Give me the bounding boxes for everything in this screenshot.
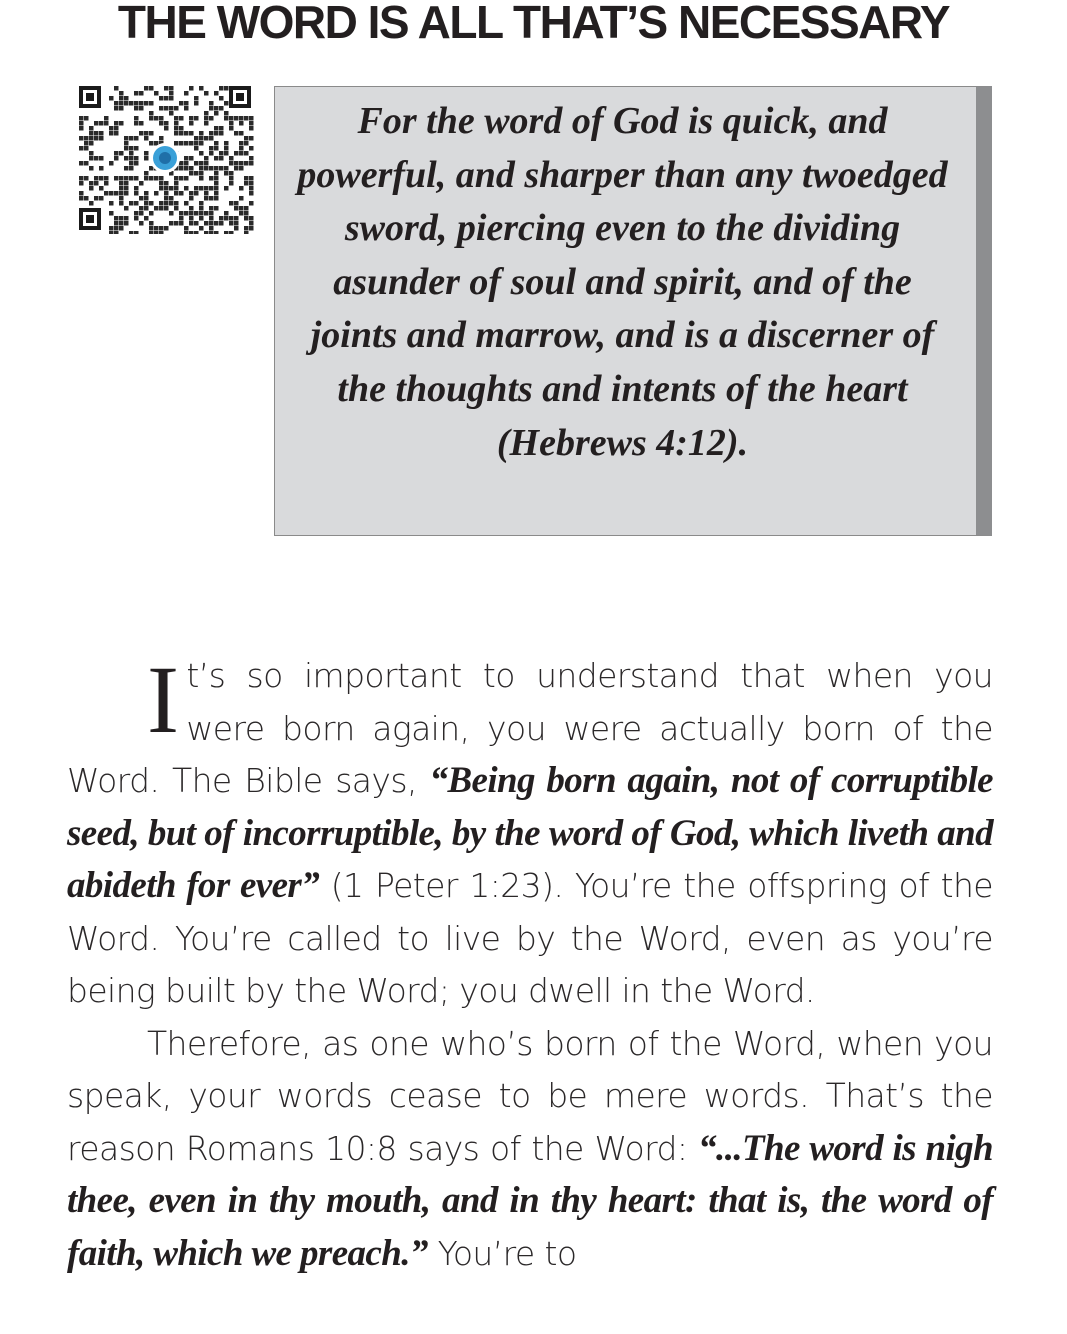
paragraph-1 — [67, 646, 993, 1018]
qr-code-icon[interactable] — [75, 84, 255, 234]
paragraph-1-text-b: (1 Peter 1:23). You’re the offspring of the Word. You’re called to live by the Word, even as you’re being built by the Word; you dwell in the Word. — [67, 866, 993, 1010]
scripture-quote-romans: “...The word is nigh thee, even in thy mouth, and in thy heart: that is, the word of faith, which we preach.” — [67, 1127, 993, 1274]
paragraph-2 — [67, 1018, 993, 1281]
paragraph-1-text-a: t’s so important to understand that when you were born again, you were actually born of the Word. The Bible says, — [67, 656, 993, 800]
paragraph-2-text-a: Therefore, as one who’s born of the Word, when you speak, your words cease to be mere words. That’s the reason Romans 10:8 says of the Word: — [67, 1023, 993, 1168]
scripture-callout — [274, 86, 992, 536]
drop-cap: I — [147, 646, 179, 753]
verse-text: For the word of God is quick, and powerful, and sharper than any twoedged sword, piercing even to the dividing asunder of soul and spirit, and of the joints and marrow, and is a discerner of the thoughts and intents of the heart — [297, 100, 948, 410]
paragraph-2-text-b: You’re to — [427, 1233, 577, 1273]
body-text — [67, 646, 993, 1280]
scripture-quote-1-peter: “Being born again, not of corruptible seed, but of incorruptible, by the word of God, which liveth and abideth for ever” — [67, 760, 993, 906]
verse-reference: (Hebrews 4:12). — [496, 421, 749, 464]
page-title: THE WORD IS ALL THAT’S NECESSARY — [117, 0, 950, 48]
